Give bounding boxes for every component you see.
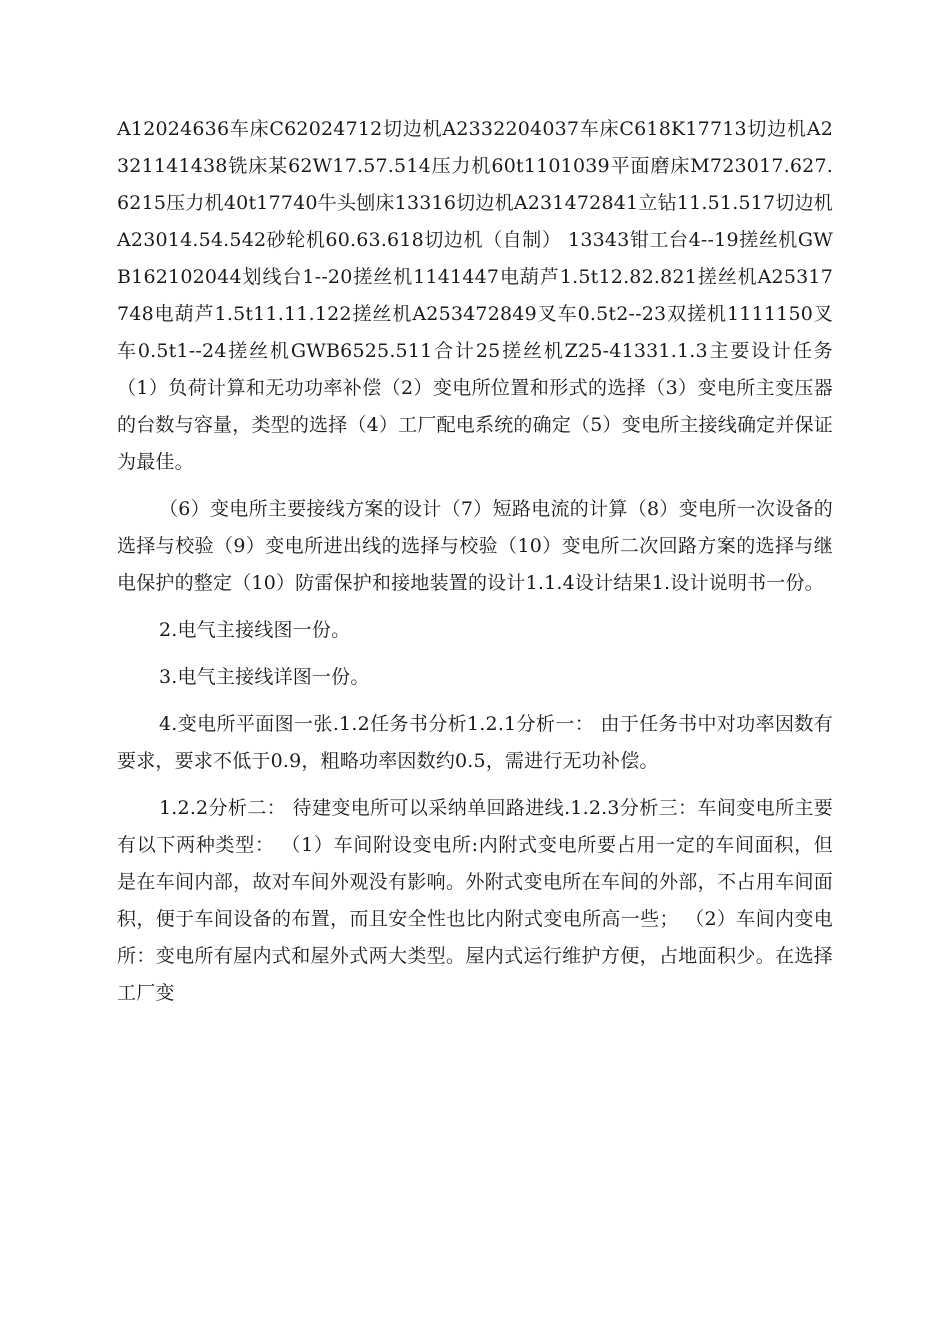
paragraph-result-4-analysis-1: 4.变电所平面图一张.1.2任务书分析1.2.1分析一： 由于任务书中对功率因数有要求，要求不低于0.9，粗略功率因数约0.5，需进行无功补偿。 [117, 713, 833, 772]
paragraph-design-tasks-continued: （6）变电所主要接线方案的设计（7）短路电流的计算（8）变电所一次设备的选择与校验（9）变电所进出线的选择与校验（10）变电所二次回路方案的选择与继电保护的整定（10）防雷保护和接地装置的设计1.1.4设计结果1.设计说明书一份。 [117, 498, 833, 594]
paragraph-equipment-list-and-design-tasks: A12024636车床C62024712切边机A2332204037车床C618K17713切边机A2321141438铣床某62W17.57.514压力机60t1101039平面磨床M723017.627.6215压力机40t17740牛头刨床13316切边机A231472841立钻11.51.517切边机A23014.54.542砂轮机60.63.618切边机（自制） 13343钳工台4--19搓丝机GWB162102044划线台1--20搓丝机1141447电葫芦1.5t12.82.821搓丝机A25317748电葫芦1.5t11.11.122搓丝机A253472849叉车0.5t2--23双搓机1111150叉车0.5t1--24搓丝机GWB6525.511合计25搓丝机Z25-41331.1.3主要设计任务（1）负荷计算和无功功率补偿（2）变电所位置和形式的选择（3）变电所主变压器的台数与容量，类型的选择（4）工厂配电系统的确定（5）变电所主接线确定并保证为最佳。 [117, 118, 833, 473]
paragraph-analysis-2-3: 1.2.2分析二： 待建变电所可以采纳单回路进线.1.2.3分析三：车间变电所主要有以下两种类型： （1）车间附设变电所:内附式变电所要占用一定的车间面积，但是在车间内部，故对车间外观没有影响。外附式变电所在车间的外部，不占用车间面积，便于车间设备的布置，而且安全性也比内附式变电所高一些； （2）车间内变电所：变电所有屋内式和屋外式两大类型。屋内式运行维护方便，占地面积少。在选择工厂变 [117, 797, 833, 1004]
document-body [117, 111, 833, 1012]
paragraph-result-3: 3.电气主接线详图一份。 [159, 666, 370, 688]
paragraph-result-2: 2.电气主接线图一份。 [159, 619, 351, 641]
